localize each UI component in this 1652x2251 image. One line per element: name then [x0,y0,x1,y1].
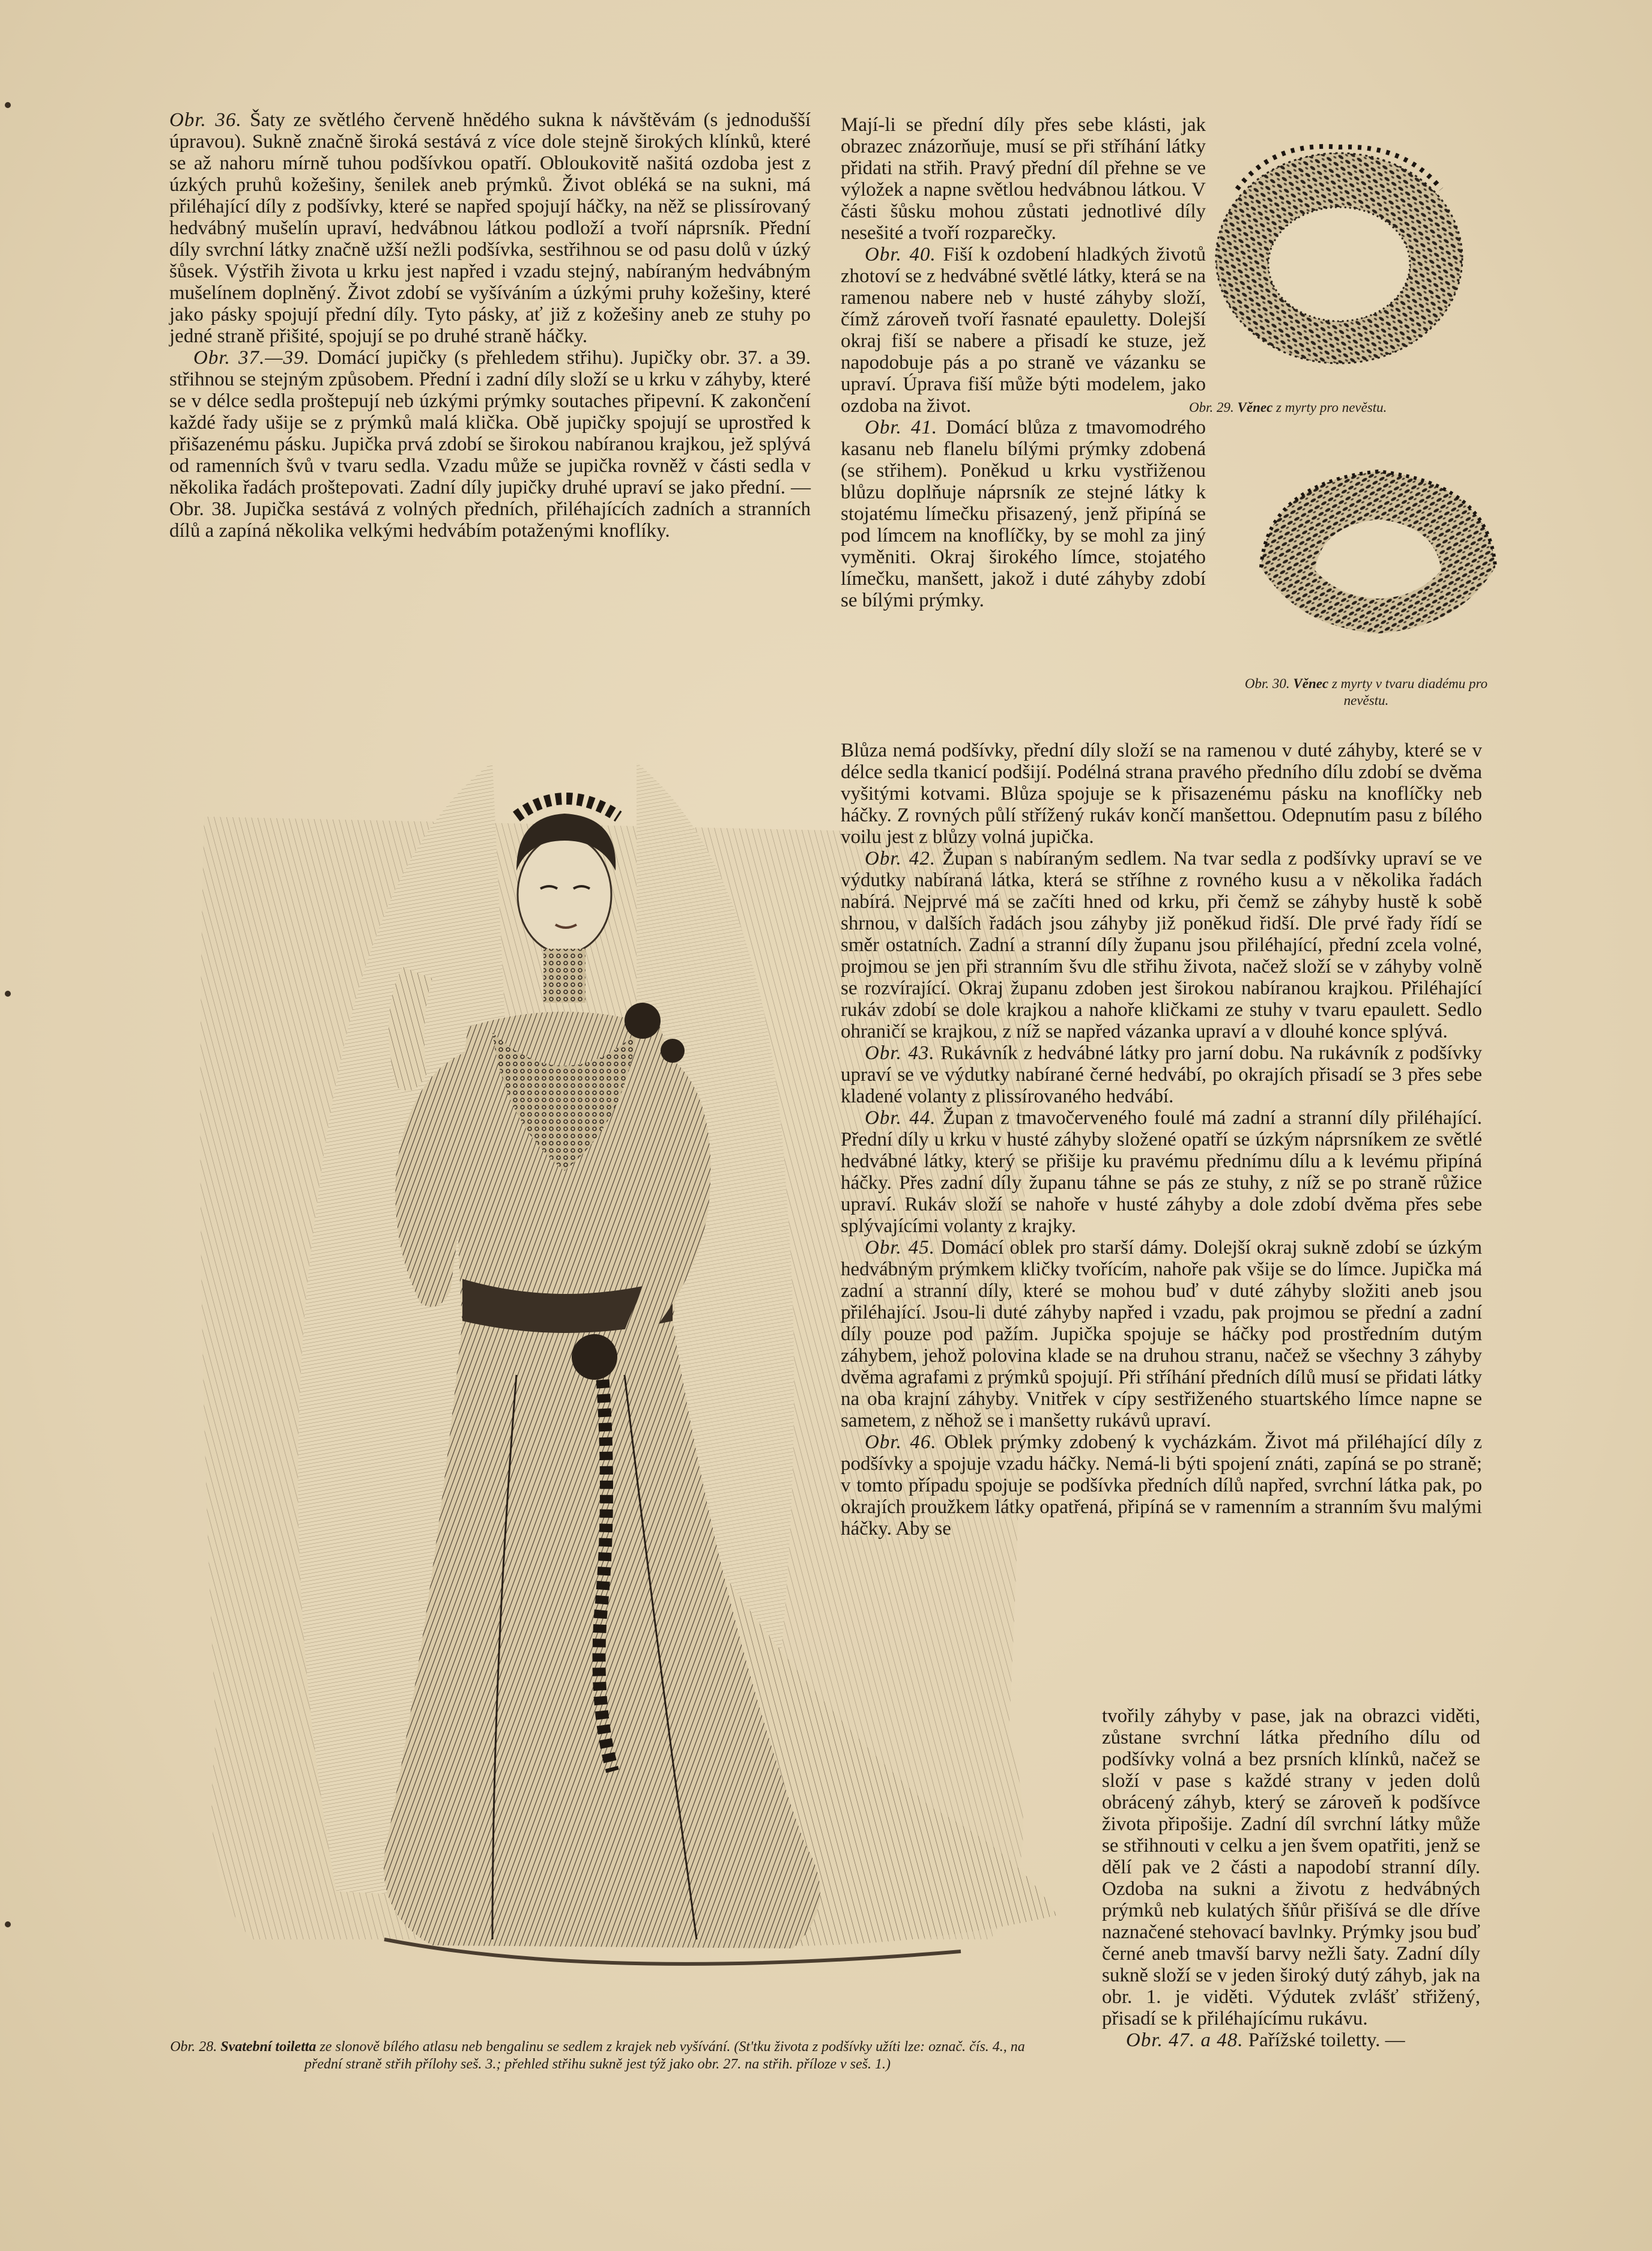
paragraph-obr-47-48: Obr. 47. a 48. Pařížské toiletty. — [1126,2029,1405,2051]
paragraph-obr-41: Obr. 41. Domácí blůza z tmavomodrého kasanu neb flanelu bílými prýmky zdobená (se střihem). Poněkud u krku vystřiženou blůzu doplňuje náprsník ze stejné látky k stojatému límečku přisazený, jenž připíná se pod límcem na knoflíčky, by se mohl za jiný vyměniti. Okraj širokého límce, stojatého límečku, manšett, jakož i duté záhyby zdobí se bílými prýmky. [841,417,1206,611]
left-column [169,109,811,542]
diadem-wreath-illustration [1243,447,1513,654]
caption-fig-29: Obr. 29. Věnec z myrty pro nevěstu. [1189,400,1387,415]
paragraph-obr-43: Obr. 43. Rukávník z hedvábné látky pro jarní dobu. Na rukávník z podšívky upraví se ve výdutky nabírané černé hedvábí, po okrajích přisadí se 3 přes sebe kladené volanty z plissírovaného hedvábí. [841,1042,1482,1107]
margin-speck [5,991,11,997]
right-column [841,740,1482,1539]
caption-fig-30: Obr. 30. Věnec z myrty v tvaru diadému pro nevěstu. [1244,676,1488,708]
paragraph-obr-46: Obr. 46. Oblek prýmky zdobený k vycházkám. Život má přiléhající díly z podšívky a spojuje vzadu háčky. Nemá-li býti spojení znáti, zapíná se po straně; v tomto případu spojuje se podšívka předních dílů napřed, svrchní látka pak, po okrajích proužkem látky opatřená, připíná se v ramenním a stranním švu malými háčky. Aby se [841,1431,1483,1539]
paragraph-obr-41-continued: Blůza nemá podšívky, přední díly složí se na ramenou v duté záhyby, které se v délce sedla tkanicí podšijí. Podélná strana pravého předního dílu zdobí se dvěma vyšitými kotvami. Blůza spojuje se k přisazenému pásku na knoflíčky neb háčky. Z rovných půlí střížený rukáv končí manšettou. Odepnutím pasu z bílého voilu jest z blůzy volná jupička. [841,740,1482,848]
paragraph-obr-46-continued: tvořily záhyby v pase, jak na obrazci viděti, zůstane svrchní látka předního dílu od podšívky volná a bez prsních klínků, načež se složí v pase s každé strany v jeden dolů obrácený záhyb, který se zároveň k podšívce života připošije. Zadní díl svrchní látky může se střihnouti v celku a jen švem opatřiti, jenž se dělí pak ve 2 části a napodobí stranní díly. Ozdoba na sukni a životu z hedvábných prýmků neb kulatých šňůr přišívá se dle dříve naznačené stehovací bavlnky. Prýmky jsou buď černé aneb tmavší barvy nežli šaty. Zadní díly sukně složí se v jeden široký dutý záhyb, jak na obr. 1. je viděti. Výdutek zvlášť střižený, přisadí se k přiléhajícímu rukávu. [1102,1705,1480,2029]
paragraph-obr-44: Obr. 44. Župan z tmavočerveného foulé má zadní a stranní díly přiléhající. Přední díly u krku v husté záhyby složené opatří se úzkým náprsníkem ze světlé hedvábné látky, který se přišije ku pravému přednímu dílu a k levému připíná háčky. Přes zadní díly županu táhne se pás ze stuhy, z níž se po straně růžice upraví. Rukáv složí se nahoře v husté záhyby a dole zdobí dvěma přes sebe splývajícími volanty z krajky. [841,1107,1483,1237]
paragraph-obr-36: Obr. 36. Šaty ze světlého červeně hnědého sukna k návštěvám (s jednodušší úpravou). Sukně značně široká sestává z více dole stejně širokých klínků, které se až nahoru mírně tuhou podšívkou opatří. Obloukovitě našitá ozdoba jest z úzkých pruhů kožešiny, šenilek aneb prýmků. Život obléká se na sukni, má přiléhající díly z podšívky, které se napřed spojují háčky, na něž se plissírovaný hedvábný mušelín upraví, hedvábnou látkou podloží a tvoří náprsník. Přední díly svrchní látky značně užší nežli podšívka, sestřihnou se od pasu dolů v úzký šůsek. Výstřih života u krku jest napřed i vzadu stejný, nabíraným hedvábným mušelínem doplněný. Život zdobí se vyšíváním a úzkými pruhy kožešiny, které jako pásky spojují přední díly. Tyto pásky, ať již z kožešiny aneb ze stuhy po jedné straně přišité, spojují se po druhé straně háčky. [169,109,811,347]
paragraph-obr-45: Obr. 45. Domácí oblek pro starší dámy. Dolejší okraj sukně zdobí se úzkým hedvábným prýmkem kličky tvořícím, nahoře pak všije se do límce. Jupička má zadní a stranní díly, které se mohou buď v duté záhyby složiti aneb jsou přiléhající. Jsou-li duté záhyby napřed i vzadu, pak projmou se přední a zadní díly pouze pod pažím. Jupička spojuje se háčky pod prostředním dutým záhybem, jehož polovina klade se na druhou stranu, načež se všechny 3 záhyby dvěma agrafami z prýmků spojují. Při stříhání předních dílů musí se přidati látky na oba krajní záhyby. Vnitřek v cípy sestřiženého stuartského límce napne se sametem, z něhož se i manšetty rukávů upraví. [841,1237,1482,1431]
margin-speck [5,102,11,108]
margin-speck [5,1921,11,1927]
paragraph-obr-42: Obr. 42. Župan s nabíraným sedlem. Na tvar sedla z podšívky upraví se ve výdutky nabíraná látka, která se stříhne z rovného kusu a v několika řadách nabírá. Nejprvé má se začíti hned od krku, při čemž se záhyby hustě k sobě shrnou, v dalších řadách jsou záhyby již poněkud řidší. Dle prvé řady řídí se směr ostatních. Zadní a stranní díly županu jsou přiléhající, přední zcela volné, projmou se jen při stranním švu dle střihu života, načež složí se v záhyby volně se rozvírající. Okraj županu zdoben jest širokou nabíranou krajkou. Přiléhající rukáv zdobí se dole krajkou a nahoře kličkami ze stuhy v tvaru epaulett. Sedlo ohraničí se krajkou, z níž se napřed vázanka upraví a v dlouhé konce splývá. [841,848,1482,1042]
caption-fig-28: Obr. 28. Svatební toiletta ze slonově bílého atlasu neb bengalinu se sedlem z krajek neb vyšívání. (St'tku života z podšívky užíti lze: označ. čís. 4., na přední straně střih přílohy seš. 3.; přehled střihu sukně jest týž jako obr. 27. na střih. příloze v seš. 1.) [170,2039,1025,2072]
middle-column [841,114,1206,611]
myrtle-wreath-illustration [1201,117,1477,381]
paragraph-obr-37-39: Obr. 37.—39. Domácí jupičky (s přehledem střihu). Jupičky obr. 37. a 39. střihnou se stejným způsobem. Přední i zadní díly složí se u krku v záhyby, které se v délce sedla proštepují neb úzkými prýmky soutaches připevní. K zakončení každé řady ušije se z prýmků malá klička. Obě jupičky spojují se uprostřed k přišazenému pásku. Jupička prvá zdobí se širokou nabíranou krajkou, jež splývá od ramenních švů v tvaru sedla. Vzadu může se jupička rovněž v části sedla v několika řadách proštepovati. Zadní díly jupičky druhé upraví se jako přední. — Obr. 38. Jupička sestává z volných předních, přiléhajících zadních a stranních dílů a zapíná několika velkými hedvábím potaženými knoflíky. [169,347,811,542]
bottom-right-column [1102,1705,1480,2051]
paragraph-obr-40: Obr. 40. Fiší k ozdobení hladkých životů zhotoví se z hedvábné světlé látky, která se na ramenou nabere neb v husté záhyby složí, čímž zároveň tvoří řasnaté epauletty. Dolejší okraj fiší se nabere a přisadí ke stuze, jež napodobuje pás a po straně ve vázanku se upraví. Úprava fiší může býti modelem, jako ozdoba na život. [841,244,1206,417]
paragraph-continuation: Mají-li se přední díly přes sebe klásti, jak obrazec znázorňuje, musí se při stříhání látky přidati na střih. Pravý přední díl přehne se ve výložek a napne světlou hedvábnou látkou. V části šůsku mohou zůstati jednotlivé díly nesešité a tvoří rozparečky. [841,114,1206,244]
